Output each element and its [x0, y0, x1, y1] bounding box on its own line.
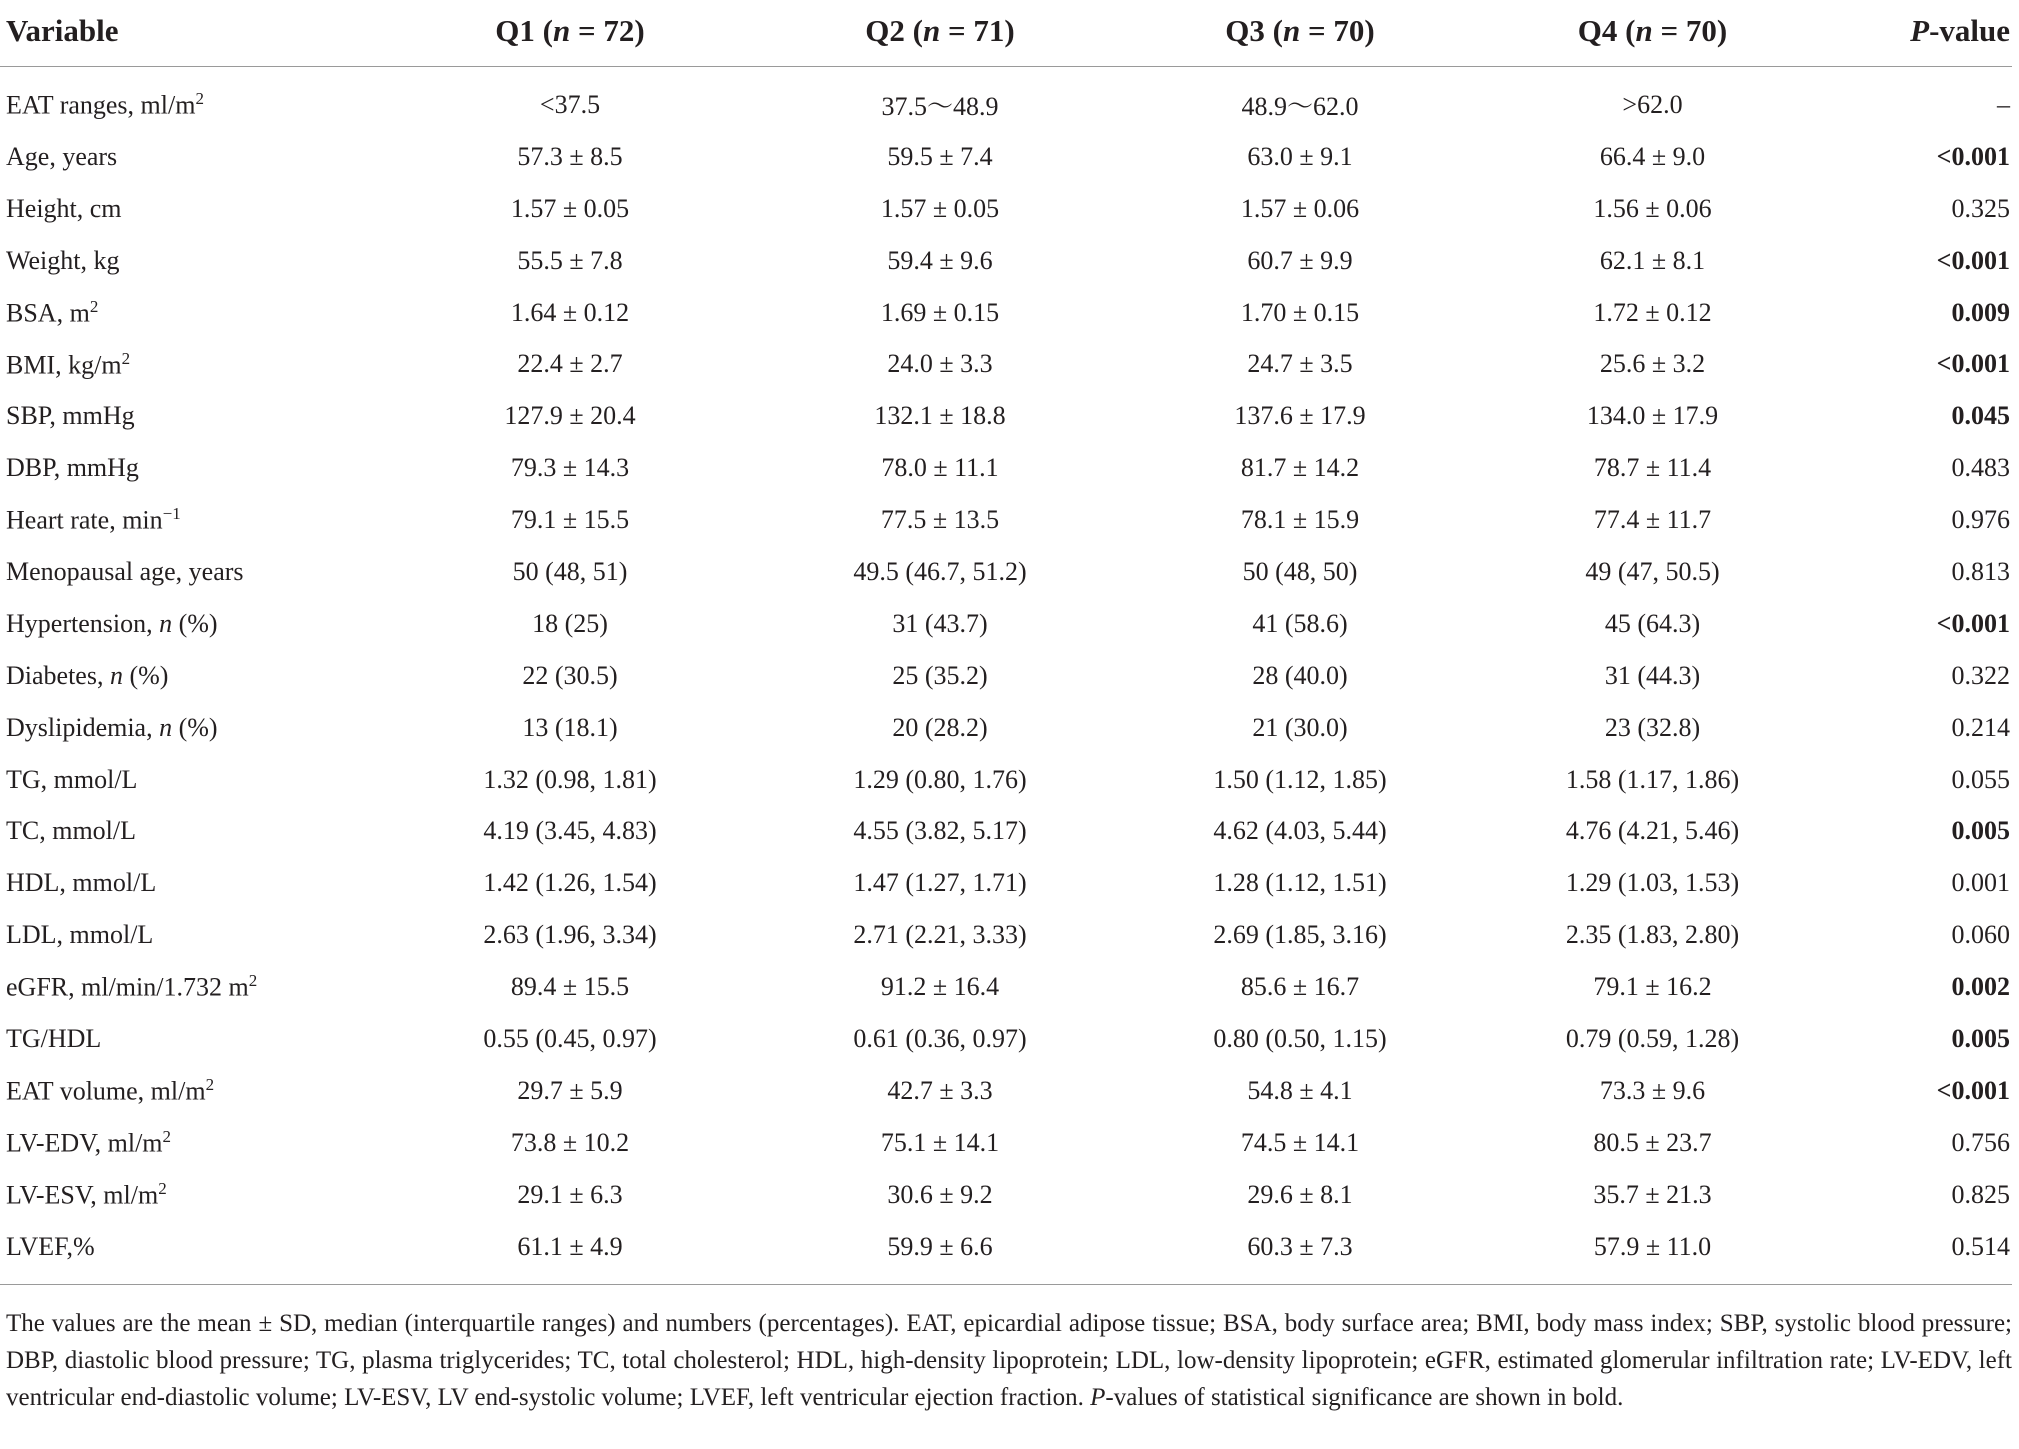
table-cell: 31 (43.7): [892, 608, 988, 638]
table-cell: 57.3 ± 8.5: [517, 141, 623, 171]
table-row: [0, 442, 2012, 494]
table-row: [0, 1169, 2012, 1221]
table-cell: 49.5 (46.7, 51.2): [853, 556, 1027, 586]
table-cell: 30.6 ± 9.2: [887, 1179, 993, 1209]
header-text: = 70): [1652, 13, 1728, 48]
table-cell: 29.7 ± 5.9: [517, 1075, 623, 1105]
footnote-text: The values are the mean ± SD, median (interquartile ranges) and numbers (percentages). EAT, epicardial adipose tissue; BSA, body surface area; BMI, body mass index; SBP, systolic blood pressure; DBP, diastolic blood pressure; TG, plasma triglycerides; TC, total cholesterol; HDL, high-density lipoprotein; LDL, low-density lipoprotein; eGFR, estimated glomerular infiltration rate; LV-EDV, left ventricular end-diastolic volume; LV-ESV, LV end-systolic volume; LVEF, left ventricular ejection fraction.: [6, 1310, 2012, 1411]
table-cell: 1.57 ± 0.06: [1240, 193, 1360, 223]
row-label: [0, 1169, 380, 1221]
table-cell: 41 (58.6): [1252, 608, 1348, 638]
table-cell: 61.1 ± 4.9: [517, 1231, 623, 1261]
p-value-cell: 0.002: [1951, 972, 2010, 1002]
table-row: [0, 1221, 2012, 1285]
row-label: [0, 805, 380, 857]
table-row: [0, 287, 2012, 339]
table-cell: 2.63 (1.96, 3.34): [483, 920, 657, 950]
row-label-suffix: (%): [172, 608, 218, 638]
table-cell: 21 (30.0): [1252, 712, 1348, 742]
row-label-suffix: (%): [122, 660, 169, 690]
row-label: [0, 235, 380, 287]
table-row: [0, 183, 2012, 235]
table-cell: 63.0 ± 9.1: [1247, 141, 1353, 171]
row-label: [0, 650, 380, 702]
table-row: [0, 598, 2012, 650]
table-cell: 25 (35.2): [892, 660, 988, 690]
table-cell: 78.1 ± 15.9: [1240, 505, 1360, 535]
row-label: [0, 131, 380, 183]
row-label-text: Menopausal age, years: [6, 556, 244, 586]
row-label: [0, 702, 380, 754]
table-cell: 73.3 ± 9.6: [1599, 1075, 1706, 1105]
row-label: [0, 909, 380, 961]
table-cell: 78.7 ± 11.4: [1593, 453, 1712, 483]
row-label-text: DBP, mmHg: [6, 453, 139, 483]
header-text: = 72): [570, 13, 645, 48]
table-cell: 1.42 (1.26, 1.54): [483, 868, 657, 898]
table-cell: 25.6 ± 3.2: [1599, 349, 1706, 379]
footnote-text-end: -values of statistical significance are shown in bold.: [1105, 1384, 1624, 1411]
row-label: [0, 287, 380, 339]
row-label: [0, 338, 380, 390]
table-row: [0, 1117, 2012, 1169]
table-row: [0, 546, 2012, 598]
row-label-text: BSA, m: [6, 298, 90, 328]
row-label-superscript: 2: [158, 1178, 167, 1198]
table-cell: 77.4 ± 11.7: [1593, 505, 1712, 535]
p-value-cell: 0.825: [1951, 1179, 2010, 1209]
header-text: Q1 (: [495, 13, 553, 48]
table-cell: 75.1 ± 14.1: [880, 1127, 1000, 1157]
table-cell: 78.0 ± 11.1: [881, 453, 999, 483]
row-label-italic: n: [159, 608, 173, 638]
row-label-superscript: 2: [195, 89, 204, 109]
header-italic: n: [1282, 13, 1301, 48]
p-value-cell: 0.005: [1951, 816, 2010, 846]
p-value-cell: 0.001: [1951, 868, 2010, 898]
table-cell: 80.5 ± 23.7: [1593, 1127, 1712, 1157]
header-text: Q3 (: [1225, 13, 1283, 48]
table-cell: 1.69 ± 0.15: [880, 297, 1000, 327]
row-label-text: TC, mmol/L: [6, 816, 136, 846]
p-value-cell: 0.214: [1951, 712, 2010, 742]
row-label-text: SBP, mmHg: [6, 401, 135, 431]
table-row: [0, 1013, 2012, 1065]
row-label-text: Diabetes,: [6, 660, 110, 690]
table-cell: <37.5: [539, 89, 601, 119]
table-cell: 1.47 (1.27, 1.71): [853, 868, 1027, 898]
row-label-suffix: (%): [172, 712, 218, 742]
p-value-cell: 0.005: [1951, 1023, 2010, 1053]
table-cell: 1.32 (0.98, 1.81): [483, 764, 657, 794]
table-cell: 91.2 ± 16.4: [880, 972, 1000, 1002]
header-text: Q4 (: [1577, 13, 1636, 48]
table-cell: 132.1 ± 18.8: [874, 401, 1006, 431]
row-label-italic: n: [159, 712, 173, 742]
table-row: [0, 909, 2012, 961]
row-label-superscript: 2: [205, 1075, 215, 1095]
table-body: [0, 67, 2012, 1285]
table-cell: 79.1 ± 16.2: [1593, 972, 1712, 1002]
table-header: [0, 0, 2012, 67]
row-label-superscript: 2: [121, 348, 131, 368]
row-label-text: EAT volume, ml/m: [6, 1076, 206, 1106]
row-label-italic: n: [109, 660, 123, 690]
row-label: [0, 1221, 380, 1285]
header-italic: n: [1635, 13, 1653, 48]
p-value-cell: 0.055: [1951, 764, 2010, 794]
row-label-superscript: 2: [89, 296, 99, 316]
table-cell: 2.35 (1.83, 2.80): [1565, 920, 1740, 950]
header-italic: P: [1910, 13, 1930, 48]
table-row: [0, 857, 2012, 909]
row-label-text: LVEF,%: [6, 1231, 95, 1261]
table-cell: 2.71 (2.21, 3.33): [853, 920, 1027, 950]
table-cell: 1.50 (1.12, 1.85): [1213, 764, 1387, 794]
row-label-text: Heart rate, min: [6, 505, 163, 535]
p-value-cell: <0.001: [1936, 245, 2010, 275]
table-cell: 1.58 (1.17, 1.86): [1565, 764, 1740, 794]
table-cell: 59.4 ± 9.6: [887, 245, 993, 275]
p-value-cell: 0.813: [1951, 556, 2010, 586]
p-value-cell: <0.001: [1936, 608, 2010, 638]
table-cell: 4.76 (4.21, 5.46): [1565, 816, 1740, 846]
row-label: [0, 961, 380, 1013]
column-header: [1480, 0, 1825, 67]
table-cell: 22.4 ± 2.7: [517, 349, 623, 379]
table-cell: 59.5 ± 7.4: [887, 141, 993, 171]
table-cell: 79.1 ± 15.5: [510, 505, 630, 535]
row-label-superscript: 2: [162, 1126, 172, 1146]
table-cell: 54.8 ± 4.1: [1247, 1075, 1353, 1105]
row-label-text: Weight, kg: [6, 245, 120, 275]
row-label-text: BMI, kg/m: [6, 350, 122, 380]
header-italic: n: [922, 13, 941, 48]
row-label-text: HDL, mmol/L: [6, 868, 157, 898]
table-row: [0, 805, 2012, 857]
table-row: [0, 131, 2012, 183]
row-label-text: EAT ranges, ml/m: [6, 90, 196, 120]
p-value-cell: 0.009: [1951, 297, 2010, 327]
table-cell: 0.79 (0.59, 1.28): [1565, 1023, 1740, 1053]
table-row: [0, 1065, 2012, 1117]
table-cell: 1.28 (1.12, 1.51): [1213, 868, 1387, 898]
row-label-text: eGFR, ml/min/1.732 m: [6, 972, 249, 1002]
table-cell: 0.55 (0.45, 0.97): [483, 1023, 657, 1053]
table-cell: 4.19 (3.45, 4.83): [483, 816, 657, 846]
table-cell: 50 (48, 51): [512, 556, 628, 586]
table-cell: 28 (40.0): [1252, 660, 1348, 690]
header-text: -value: [1929, 13, 2010, 48]
table-cell: 49 (47, 50.5): [1585, 556, 1720, 586]
table-cell: 59.9 ± 6.6: [887, 1231, 993, 1261]
column-header: [380, 0, 760, 67]
p-value-cell: 0.322: [1951, 660, 2010, 690]
column-header: [0, 0, 380, 67]
row-label: [0, 754, 380, 806]
table-cell: 1.64 ± 0.12: [510, 297, 630, 327]
table-cell: 55.5 ± 7.8: [517, 245, 623, 275]
table-cell: 0.61 (0.36, 0.97): [853, 1023, 1027, 1053]
row-label: [0, 598, 380, 650]
row-label: [0, 494, 380, 546]
row-label-text: LV-EDV, ml/m: [6, 1128, 163, 1158]
table-cell: 60.7 ± 9.9: [1247, 245, 1353, 275]
p-value-cell: 0.976: [1951, 505, 2010, 535]
table-cell: 22 (30.5): [522, 660, 618, 690]
table-row: [0, 702, 2012, 754]
row-label-text: Dyslipidemia,: [6, 712, 160, 742]
p-value-cell: 0.325: [1951, 193, 2010, 223]
table-cell: 127.9 ± 20.4: [504, 401, 636, 431]
row-label: [0, 546, 380, 598]
row-label: [0, 442, 380, 494]
table-cell: 89.4 ± 15.5: [510, 972, 630, 1002]
table-cell: 24.0 ± 3.3: [887, 349, 993, 379]
row-label-text: LV-ESV, ml/m: [6, 1180, 159, 1210]
table-cell: 48.9～62.0: [1241, 92, 1359, 122]
table-row: [0, 235, 2012, 287]
table-cell: 60.3 ± 7.3: [1247, 1231, 1353, 1261]
row-label-text: TG/HDL: [6, 1023, 102, 1053]
table-row: [0, 67, 2012, 131]
table-cell: 0.80 (0.50, 1.15): [1213, 1023, 1387, 1053]
table-cell: 62.1 ± 8.1: [1599, 245, 1706, 275]
footnote-p-italic: P: [1090, 1384, 1106, 1411]
header-text: Q2 (: [865, 13, 923, 48]
row-label-text: Hypertension,: [6, 608, 160, 638]
row-label: [0, 857, 380, 909]
p-value-cell: 0.060: [1951, 920, 2010, 950]
table-cell: 23 (32.8): [1604, 712, 1701, 742]
table-cell: 1.57 ± 0.05: [510, 193, 630, 223]
row-label-text: Age, years: [6, 141, 118, 171]
row-label-text: LDL, mmol/L: [6, 920, 154, 950]
table-cell: 73.8 ± 10.2: [510, 1127, 630, 1157]
p-value-cell: 0.756: [1951, 1127, 2010, 1157]
header-text: Variable: [6, 13, 119, 48]
table-cell: 1.29 (0.80, 1.76): [853, 764, 1027, 794]
table-cell: 134.0 ± 17.9: [1586, 401, 1719, 431]
p-value-cell: <0.001: [1936, 141, 2010, 171]
table-cell: 20 (28.2): [892, 712, 988, 742]
table-cell: 13 (18.1): [522, 712, 618, 742]
table-cell: 1.57 ± 0.05: [880, 193, 1000, 223]
table-cell: 1.72 ± 0.12: [1593, 297, 1712, 327]
p-value-cell: –: [1997, 89, 2010, 119]
table-row: [0, 338, 2012, 390]
table-cell: 74.5 ± 14.1: [1240, 1127, 1360, 1157]
row-label: [0, 1013, 380, 1065]
header-italic: n: [552, 13, 571, 48]
p-value-cell: 0.483: [1951, 453, 2010, 483]
table-row: [0, 494, 2012, 546]
table-cell: 1.56 ± 0.06: [1593, 193, 1712, 223]
table-cell: 137.6 ± 17.9: [1234, 401, 1366, 431]
table-cell: 1.70 ± 0.15: [1240, 297, 1360, 327]
table-cell: 4.55 (3.82, 5.17): [853, 816, 1027, 846]
table-cell: 79.3 ± 14.3: [510, 453, 630, 483]
row-label: [0, 67, 380, 131]
table-cell: 50 (48, 50): [1242, 556, 1358, 586]
row-label-text: Height, cm: [6, 193, 122, 223]
row-label-text: TG, mmol/L: [6, 764, 138, 794]
table-cell: 35.7 ± 21.3: [1593, 1179, 1712, 1209]
header-row: [0, 0, 2012, 67]
header-text: = 71): [940, 13, 1015, 48]
table-cell: 24.7 ± 3.5: [1247, 349, 1353, 379]
table-cell: 81.7 ± 14.2: [1240, 453, 1360, 483]
table-cell: 77.5 ± 13.5: [880, 505, 1000, 535]
column-header: [1825, 0, 2012, 67]
row-label-superscript: 2: [248, 971, 258, 991]
row-label-superscript: −1: [162, 504, 181, 524]
table-cell: 57.9 ± 11.0: [1593, 1231, 1712, 1261]
table-cell: 29.6 ± 8.1: [1247, 1179, 1353, 1209]
table-cell: 4.62 (4.03, 5.44): [1213, 816, 1387, 846]
table-cell: 45 (64.3): [1604, 608, 1701, 638]
row-label: [0, 183, 380, 235]
table-cell: 1.29 (1.03, 1.53): [1565, 868, 1740, 898]
table-cell: 42.7 ± 3.3: [887, 1075, 993, 1105]
column-header: [1120, 0, 1480, 67]
table-row: [0, 390, 2012, 442]
table-row: [0, 961, 2012, 1013]
table-cell: 37.5～48.9: [881, 92, 999, 122]
table-cell: 31 (44.3): [1604, 660, 1701, 690]
p-value-cell: 0.514: [1951, 1231, 2010, 1261]
table-cell: 2.69 (1.85, 3.16): [1213, 920, 1387, 950]
table-footnote: [6, 1305, 2012, 1416]
p-value-cell: <0.001: [1936, 1075, 2010, 1105]
table-cell: 18 (25): [532, 608, 608, 638]
table-row: [0, 754, 2012, 806]
row-label: [0, 1065, 380, 1117]
row-label: [0, 1117, 380, 1169]
table-cell: >62.0: [1622, 89, 1683, 119]
row-label: [0, 390, 380, 442]
p-value-cell: 0.045: [1951, 401, 2010, 431]
table-cell: 66.4 ± 9.0: [1599, 141, 1706, 171]
table-cell: 29.1 ± 6.3: [517, 1179, 623, 1209]
table-row: [0, 650, 2012, 702]
table-cell: 85.6 ± 16.7: [1240, 972, 1360, 1002]
p-value-cell: <0.001: [1936, 349, 2010, 379]
column-header: [760, 0, 1120, 67]
header-text: = 70): [1300, 13, 1375, 48]
